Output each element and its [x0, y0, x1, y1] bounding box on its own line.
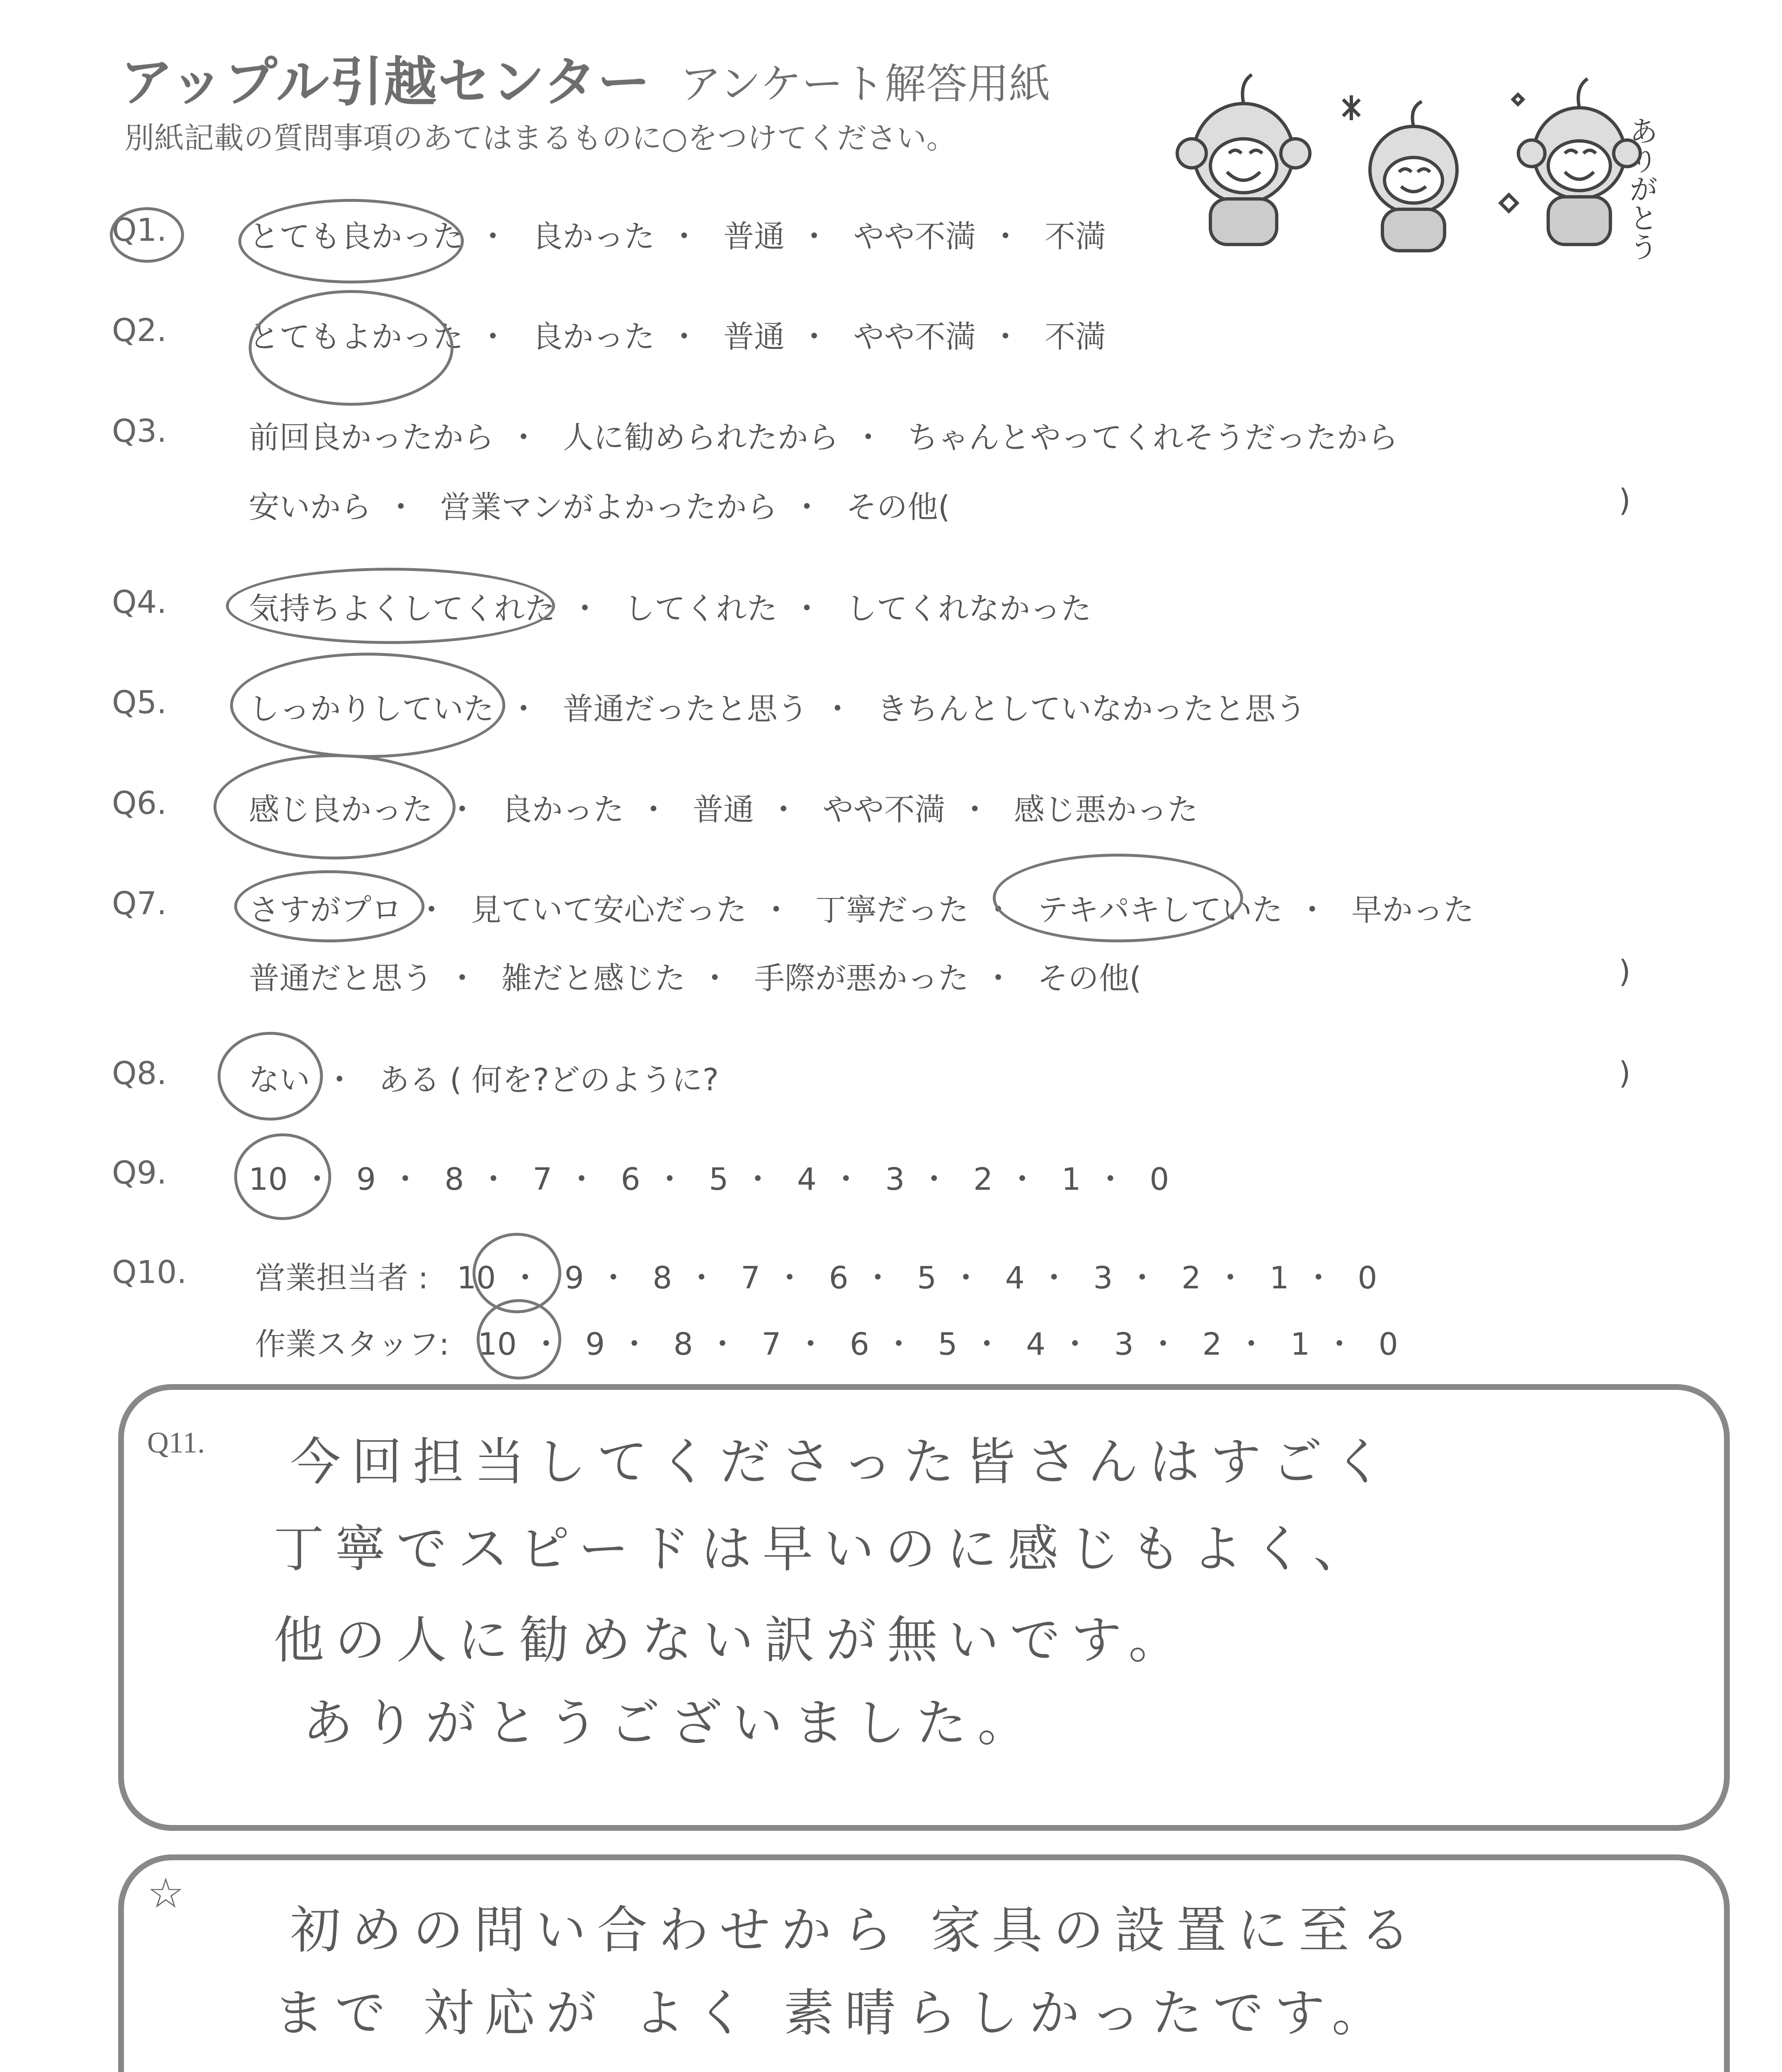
q2-option[interactable]: とてもよかった: [249, 319, 463, 355]
q1-option[interactable]: とても良かった: [249, 219, 463, 254]
q8-option[interactable]: ある ( 何を?どのように?: [378, 1062, 719, 1098]
instruction-text: 別紙記載の質問事項のあてはまるものに○をつけてください。: [124, 121, 956, 155]
star-comment-line: 初めの問い合わせから 家具の設置に至る: [290, 1901, 1421, 1960]
q5-option[interactable]: きちんとしていなかったと思う: [877, 691, 1307, 727]
q2-option[interactable]: 良かった: [532, 319, 655, 355]
q5-number: Q5.: [112, 684, 167, 721]
q6-option[interactable]: 普通: [693, 792, 754, 828]
q7-option[interactable]: 見ていて安心だった: [470, 892, 747, 928]
q7-number: Q7.: [112, 885, 167, 922]
q1-option[interactable]: 良かった: [532, 219, 655, 254]
q10-sales-score[interactable]: 7: [740, 1260, 761, 1296]
q6-option[interactable]: 感じ悪かった: [1014, 792, 1198, 828]
q2-option[interactable]: やや不満: [853, 319, 976, 355]
q10-sales-score[interactable]: 6: [829, 1260, 849, 1296]
q1-number: Q1.: [112, 211, 167, 248]
q10-sales-row: 営業担当者 : 10 ・ 9 ・ 8 ・ 7 ・ 6 ・ 5 ・ 4 ・ 3 ・ 2 ・ 1 ・ 0: [255, 1254, 1377, 1297]
q9-scale: 10 ・ 9 ・ 8 ・ 7 ・ 6 ・ 5 ・ 4 ・ 3 ・ 2 ・ 1 ・ 0: [249, 1162, 1169, 1197]
q10-staff-score[interactable]: 2: [1202, 1326, 1222, 1362]
q9-score[interactable]: 7: [532, 1162, 553, 1197]
q11-comment-line: 今回担当してくださった皆さんはすごく: [290, 1433, 1394, 1491]
q7-option-other[interactable]: その他(: [1037, 961, 1142, 996]
q10-sales-score[interactable]: 2: [1181, 1260, 1201, 1296]
mascot-caption: ありがとう: [1624, 116, 1658, 261]
q9-score[interactable]: 8: [444, 1162, 464, 1197]
q9-score[interactable]: 4: [797, 1162, 817, 1197]
q1-options: とても良かった ・ 良かった ・ 普通 ・ やや不満 ・ 不満: [249, 212, 1106, 256]
q10-sales-score[interactable]: 9: [564, 1260, 584, 1296]
monkey-right-icon: [1501, 79, 1640, 244]
q8-number: Q8.: [112, 1055, 167, 1092]
q5-option[interactable]: しっかりしていた: [249, 691, 494, 727]
q9-score[interactable]: 10: [249, 1162, 288, 1197]
q2-option[interactable]: 普通: [723, 319, 785, 355]
q3-number: Q3.: [112, 412, 167, 449]
q1-option[interactable]: やや不満: [853, 219, 976, 254]
q10-sales-score[interactable]: 10: [457, 1260, 496, 1296]
q8-options: ない ・ ある ( 何を?どのように?: [249, 1055, 719, 1099]
q6-options: 感じ良かった ・ 良かった ・ 普通 ・ やや不満 ・ 感じ悪かった: [249, 785, 1198, 829]
q10-sales-label: 営業担当者 :: [255, 1260, 429, 1296]
q9-score[interactable]: 1: [1061, 1162, 1081, 1197]
q7-option[interactable]: さすがプロ: [249, 892, 402, 928]
q9-score[interactable]: 2: [973, 1162, 993, 1197]
q9-score[interactable]: 6: [621, 1162, 640, 1197]
mascot-illustration: [1148, 62, 1687, 261]
q2-option[interactable]: 不満: [1045, 319, 1106, 355]
q10-staff-score[interactable]: 7: [761, 1326, 781, 1362]
q7-options-line1: さすがプロ ・ 見ていて安心だった ・ 丁寧だった ・ テキパキしていた ・ 早かった: [249, 886, 1474, 929]
q3-option[interactable]: 前回良かったから: [249, 420, 494, 455]
q11-comment-line: ありがとうございました。: [303, 1694, 1039, 1752]
q7-option[interactable]: 手際が悪かった: [754, 961, 969, 996]
q10-staff-score[interactable]: 5: [938, 1326, 958, 1362]
q10-sales-score[interactable]: 4: [1005, 1260, 1025, 1296]
q10-staff-score[interactable]: 8: [673, 1326, 693, 1362]
star-comment-line: [274, 2064, 1520, 2072]
q10-staff-score[interactable]: 4: [1026, 1326, 1046, 1362]
q4-number: Q4.: [112, 583, 167, 620]
q7-option[interactable]: 普通だと思う: [249, 961, 433, 996]
q7-option[interactable]: 雑だと感じた: [501, 961, 686, 996]
close-paren: ): [1619, 954, 1631, 990]
q3-options-line2: 安いから ・ 営業マンがよかったから ・ その他(: [249, 483, 950, 527]
q6-option[interactable]: 感じ良かった: [249, 792, 433, 828]
q10-number: Q10.: [112, 1254, 187, 1290]
q6-number: Q6.: [112, 784, 167, 821]
q9-number: Q9.: [112, 1154, 167, 1191]
q2-options: とてもよかった ・ 良かった ・ 普通 ・ やや不満 ・ 不満: [249, 312, 1106, 356]
q3-options-line1: 前回良かったから ・ 人に勧められたから ・ ちゃんとやってくれそうだったから: [249, 413, 1398, 457]
q11-comment-line: 丁寧でスピードは早いのに感じもよく、: [274, 1520, 1375, 1578]
q2-number: Q2.: [112, 312, 167, 349]
q10-sales-score[interactable]: 1: [1269, 1260, 1289, 1296]
q7-options-line2: 普通だと思う ・ 雑だと感じた ・ 手際が悪かった ・ その他(: [249, 954, 1141, 998]
form-subtitle: アンケート解答用紙: [680, 60, 1050, 108]
q5-option[interactable]: 普通だったと思う: [562, 691, 808, 727]
q10-sales-score[interactable]: 5: [917, 1260, 937, 1296]
q3-option-other[interactable]: その他(: [846, 489, 950, 525]
q4-option[interactable]: してくれた: [624, 591, 778, 627]
q7-option[interactable]: 早かった: [1351, 892, 1474, 928]
q10-staff-score[interactable]: 6: [850, 1326, 870, 1362]
q3-option[interactable]: 人に勧められたから: [562, 420, 839, 455]
q1-option[interactable]: 普通: [723, 219, 785, 254]
q5-options: しっかりしていた ・ 普通だったと思う ・ きちんとしていなかったと思う: [249, 685, 1306, 729]
q10-staff-score[interactable]: 3: [1114, 1326, 1134, 1362]
q3-option[interactable]: 営業マンがよかったから: [440, 489, 778, 525]
q10-sales-score[interactable]: 8: [652, 1260, 672, 1296]
q10-staff-score[interactable]: 9: [585, 1326, 605, 1362]
q7-option[interactable]: 丁寧だった: [815, 892, 969, 928]
q10-staff-row: 作業スタッフ: 10 ・ 9 ・ 8 ・ 7 ・ 6 ・ 5 ・ 4 ・ 3 ・ 2 ・ 1 ・ 0: [255, 1320, 1398, 1364]
q9-score[interactable]: 9: [356, 1162, 376, 1197]
q4-option[interactable]: してくれなかった: [846, 591, 1092, 627]
q6-option[interactable]: やや不満: [822, 792, 946, 828]
monkey-left-icon: [1177, 75, 1310, 244]
q8-option[interactable]: ない: [249, 1062, 310, 1098]
monkey-middle-icon: [1343, 95, 1457, 251]
q10-sales-score[interactable]: 0: [1358, 1260, 1377, 1296]
q11-label: Q11.: [147, 1426, 205, 1459]
q9-score[interactable]: 3: [885, 1162, 905, 1197]
q10-staff-score[interactable]: 10: [478, 1326, 517, 1362]
q4-options: 気持ちよくしてくれた ・ してくれた ・ してくれなかった: [249, 584, 1091, 628]
star-icon: ☆: [147, 1871, 184, 1917]
q1-option[interactable]: 不満: [1045, 219, 1106, 254]
q3-option[interactable]: 安いから: [249, 489, 371, 525]
q9-score[interactable]: 5: [709, 1162, 729, 1197]
q3-option[interactable]: ちゃんとやってくれそうだったから: [907, 420, 1399, 455]
q9-score[interactable]: 0: [1149, 1162, 1169, 1197]
q7-option[interactable]: テキパキしていた: [1037, 892, 1283, 928]
form-title: アップル引越センター: [120, 51, 651, 113]
q10-sales-score[interactable]: 3: [1093, 1260, 1113, 1296]
star-comment-line: まで 対応が よく 素晴らしかったです。: [274, 1984, 1393, 2043]
q10-staff-score[interactable]: 1: [1290, 1326, 1310, 1362]
close-paren: ): [1619, 483, 1631, 518]
close-paren: ): [1619, 1055, 1631, 1091]
q10-staff-label: 作業スタッフ:: [255, 1326, 449, 1362]
q4-option[interactable]: 気持ちよくしてくれた: [249, 591, 555, 627]
q11-comment-line: 他の人に勧めない訳が無いです。: [274, 1611, 1190, 1670]
q10-staff-score[interactable]: 0: [1378, 1326, 1398, 1362]
q6-option[interactable]: 良かった: [501, 792, 624, 828]
